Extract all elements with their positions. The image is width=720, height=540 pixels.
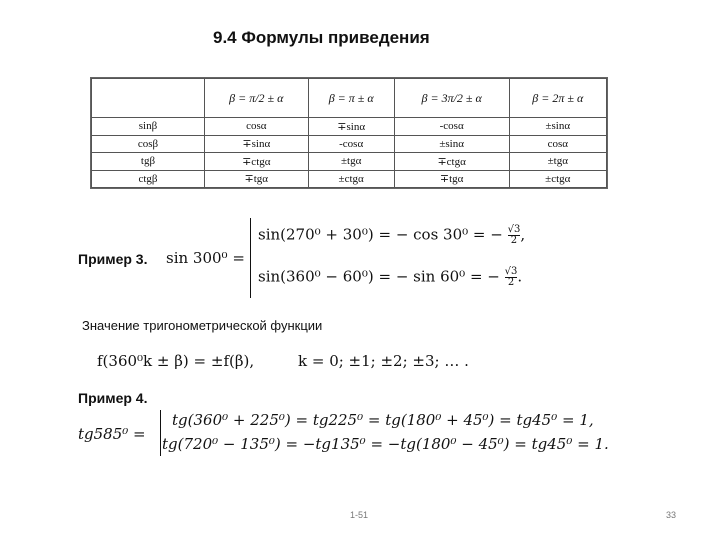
table-cell: ±ctgα — [308, 170, 394, 188]
fraction-denominator: 2 — [505, 277, 518, 288]
table-cell: ∓sinα — [308, 118, 394, 136]
page-title: 9.4 Формулы приведения — [213, 28, 430, 47]
table-cell: cosα — [509, 135, 606, 153]
page-number: 33 — [666, 510, 677, 520]
example3-line2 — [258, 267, 522, 288]
table-cell: ∓tgα — [205, 170, 309, 188]
table-cell: ∓sinα — [205, 135, 309, 153]
table-cell: ∓ctgα — [394, 153, 509, 171]
example3-line1 — [258, 225, 525, 246]
fraction-numerator: √3 — [507, 224, 521, 235]
table-cell: ∓tgα — [394, 170, 509, 188]
table-cell: ±tgα — [308, 153, 394, 171]
table-cell: ctgβ — [92, 170, 205, 188]
reduction-formulas-table — [90, 77, 608, 189]
periodicity-formula: f(360⁰k ± β) = ±f(β), — [97, 352, 255, 370]
table-header-cell — [92, 79, 205, 118]
table-row — [92, 135, 607, 153]
table-cell: cosβ — [92, 135, 205, 153]
example3-line2-text: sin(360⁰ − 60⁰) = − sin 60⁰ = − — [258, 267, 500, 286]
table-cell: ∓ctgα — [205, 153, 309, 171]
fraction-denominator: 2 — [508, 235, 521, 246]
table-cell: -cosα — [308, 135, 394, 153]
example4-lhs: tg585⁰ = — [78, 425, 146, 443]
table-header-cell: β = π/2 ± α — [205, 79, 309, 118]
example3-line1-end: , — [520, 225, 526, 244]
table-cell: cosα — [205, 118, 309, 136]
function-note: Значение тригонометрической функции — [82, 318, 323, 333]
example3-bracket — [250, 218, 251, 298]
table-header-row — [92, 79, 607, 118]
table-row — [92, 118, 607, 136]
example3-lhs: sin 300⁰ = — [166, 249, 245, 267]
table-cell: ±ctgα — [509, 170, 606, 188]
table-header-cell: β = π ± α — [308, 79, 394, 118]
sqrt3-over-2-fraction — [508, 225, 521, 246]
table-cell: tgβ — [92, 153, 205, 171]
table-row — [92, 170, 607, 188]
table-header-cell: β = 3π/2 ± α — [394, 79, 509, 118]
example4-line1: tg(360⁰ + 225⁰) = tg225⁰ = tg(180⁰ + 45⁰) = tg45⁰ = 1, — [172, 411, 594, 429]
table-cell: ±sinα — [509, 118, 606, 136]
table-cell: sinβ — [92, 118, 205, 136]
example4-line2: tg(720⁰ − 135⁰) = −tg135⁰ = −tg(180⁰ − 45⁰) = tg45⁰ = 1. — [162, 435, 609, 453]
k-values: k = 0; ±1; ±2; ±3; … . — [298, 352, 469, 370]
table-row — [92, 153, 607, 171]
example3-line1-text: sin(270⁰ + 30⁰) = − cos 30⁰ = − — [258, 225, 503, 244]
example3-line2-end: . — [517, 267, 523, 286]
example4-bracket — [160, 410, 161, 456]
fraction-numerator: √3 — [504, 266, 518, 277]
sqrt3-over-2-fraction — [505, 267, 518, 288]
example3-label: Пример 3. — [78, 251, 148, 267]
footer-center-text: 1-51 — [350, 510, 369, 520]
table-header-cell: β = 2π ± α — [509, 79, 606, 118]
example4-label: Пример 4. — [78, 390, 148, 406]
table-cell: ±tgα — [509, 153, 606, 171]
table-cell: -cosα — [394, 118, 509, 136]
table-cell: ±sinα — [394, 135, 509, 153]
